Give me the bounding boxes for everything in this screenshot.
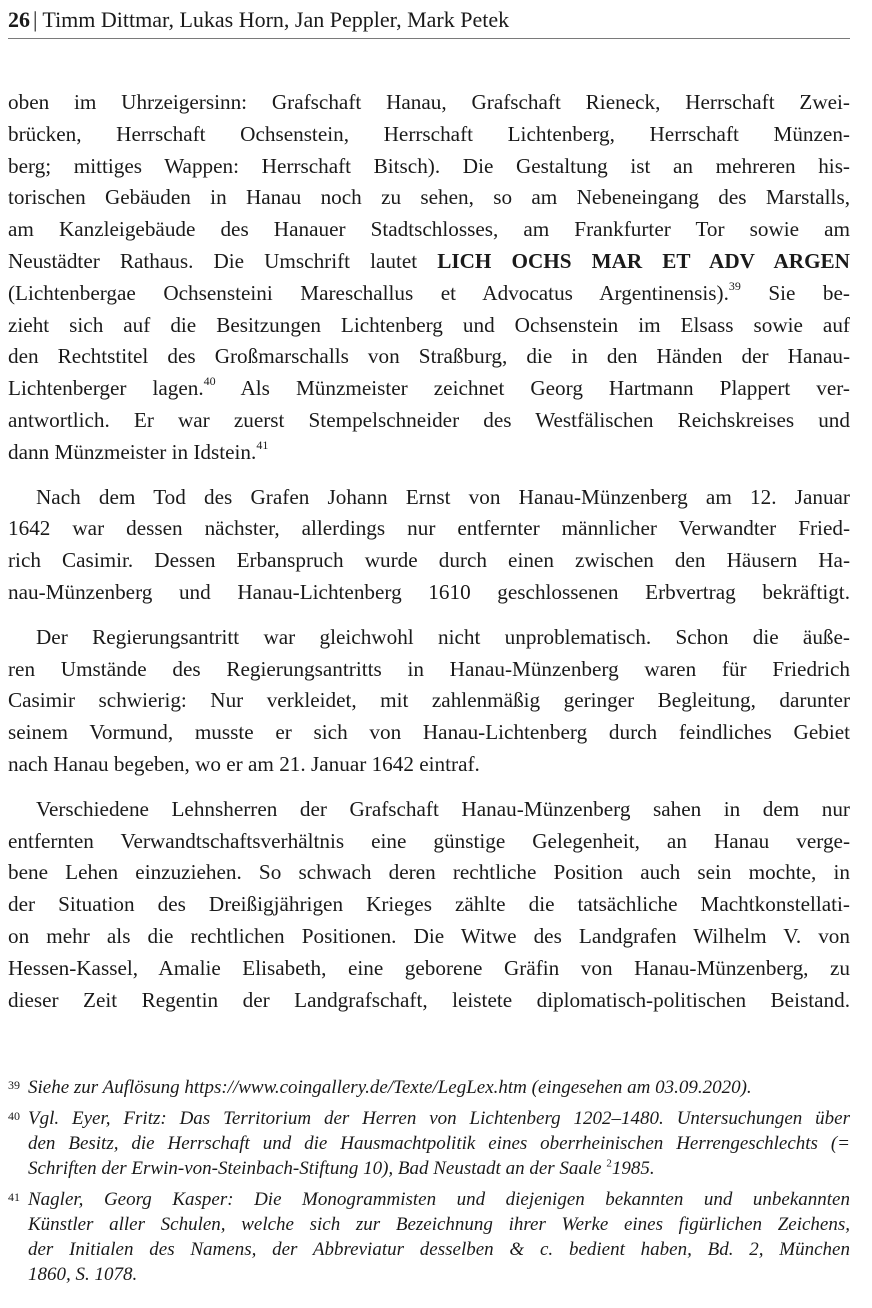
text-line: Casimir schwierig: Nur verkleidet, mit zahlenmäßig geringer Begleitung, darunter: [8, 688, 850, 713]
text-line: 1642 war dessen nächster, allerdings nur entfernter männlicher Verwandter Fried-: [8, 516, 850, 541]
footnote-41: [8, 1187, 850, 1287]
paragraph-4: [8, 794, 850, 1017]
text-line: der Situation des Dreißigjährigen Krieges zählte die tatsächliche Machtkonstellati-: [8, 892, 850, 917]
text-line: [8, 437, 850, 469]
footnote-line: 1860, S. 1078.: [28, 1264, 138, 1285]
text-line: Hessen-Kassel, Amalie Elisabeth, eine geborene Gräfin von Hanau-Münzenberg, zu: [8, 955, 850, 980]
text-run: Neustädter Rathaus. Die Umschrift lautet: [8, 248, 438, 273]
text-line: den Rechtstitel des Großmarschalls von Straßburg, die in den Händen der Hanau-: [8, 344, 850, 369]
text-line: nau-Münzenberg und Hanau-Lichtenberg 1610 geschlossenen Erbvertrag bekräftigt.: [8, 579, 850, 604]
text-line: Nach dem Tod des Grafen Johann Ernst von Hanau-Münzenberg am 12. Januar: [36, 484, 850, 509]
text-line: Verschiedene Lehnsherren der Grafschaft Hanau-Münzenberg sahen in dem nur: [36, 796, 850, 821]
footnote-line: Künstler aller Schulen, welche sich zur Bezeichnung ihrer Werke eines figürlichen Zeichens,: [28, 1214, 850, 1235]
footnote-line: Nagler, Georg Kasper: Die Monogrammisten und diejenigen bekannten und unbekannten: [28, 1189, 850, 1210]
text-line: nach Hanau begeben, wo er am 21. Januar 1642 eintraf.: [8, 751, 480, 776]
text-line: ren Umstände des Regierungsantritts in Hanau-Münzenberg waren für Friedrich: [8, 656, 850, 681]
footnote-text: [28, 1106, 850, 1181]
text-line: entfernten Verwandtschaftsverhältnis eine günstige Gelegenheit, an Hanau verge-: [8, 828, 850, 853]
footnote-number: 41: [8, 1190, 20, 1204]
text-line: am Kanzleigebäude des Hanauer Stadtschlosses, am Frankfurter Tor sowie am: [8, 217, 850, 242]
footnote-ref-41[interactable]: 41: [256, 437, 269, 452]
text-line: Der Regierungsantritt war gleichwohl nicht unproblematisch. Schon die äuße-: [36, 624, 850, 649]
footnote-number: 39: [8, 1078, 20, 1092]
footnote-line: den Besitz, die Herrschaft und die Hausmachtpolitik eines oberrheinischen Herrengeschlechts (=: [28, 1133, 850, 1154]
text-run: dann Münzmeister in Idstein.: [8, 439, 257, 464]
paragraph-3: [8, 622, 850, 781]
footnote-line: der Initialen des Namens, der Abbreviatur desselben & c. bedient haben, Bd. 2, München: [28, 1239, 850, 1260]
text-line: on mehr als die rechtlichen Positionen. Die Witwe des Landgrafen Wilhelm V. von: [8, 923, 850, 948]
footnote-ref-40[interactable]: 40: [203, 374, 216, 389]
text-line: seinem Vormund, musste er sich von Hanau-Lichtenberg durch feindliches Gebiet: [8, 720, 850, 745]
footnote-text: [28, 1187, 850, 1287]
text-run: Schriften der Erwin-von-Steinbach-Stiftung 10), Bad Neustadt an der Saale: [28, 1158, 607, 1179]
text-line: oben im Uhrzeigersinn: Grafschaft Hanau, Grafschaft Rieneck, Herrschaft Zwei-: [8, 90, 850, 114]
text-line: [8, 373, 850, 405]
running-header: [8, 6, 850, 39]
text-line: torischen Gebäuden in Hanau noch zu sehen, so am Nebeneingang des Marstalls,: [8, 185, 850, 210]
text-run: Sie be-: [740, 280, 850, 305]
paragraph-1: [8, 87, 850, 469]
footnote-line: Siehe zur Auflösung https://www.coingallery.de/Texte/LegLex.htm (eingesehen am 03.09.2020).: [28, 1077, 752, 1098]
footnote-number: 40: [8, 1109, 20, 1123]
text-run: (Lichtenbergae Ochsensteini Mareschallus et Advocatus Argentinensis).: [8, 280, 729, 305]
legend-inscription: LICH OCHS MAR ET ADV ARGEN: [437, 248, 850, 273]
footnote-ref-39[interactable]: 39: [728, 278, 741, 293]
text-line: zieht sich auf die Besitzungen Lichtenberg und Ochsenstein im Elsass sowie auf: [8, 312, 850, 337]
text-line: bene Lehen einzuziehen. So schwach deren rechtliche Position auch sein mochte, in: [8, 860, 850, 885]
text-line: rich Casimir. Dessen Erbanspruch wurde durch einen zwischen den Häusern Ha-: [8, 548, 850, 573]
main-text: [8, 87, 850, 1029]
footnote-line: [28, 1156, 850, 1181]
footnote-text: [28, 1075, 850, 1100]
page-number: 26: [8, 7, 30, 32]
text-line: dieser Zeit Regentin der Landgrafschaft, leistete diplomatisch-politischen Beistand.: [8, 987, 850, 1012]
header-authors: Timm Dittmar, Lukas Horn, Jan Peppler, Mark Petek: [42, 7, 510, 32]
text-line: brücken, Herrschaft Ochsenstein, Herrschaft Lichtenberg, Herrschaft Münzen-: [8, 121, 850, 146]
text-run: Als Münzmeister zeichnet Georg Hartmann Plappert ver-: [215, 376, 850, 401]
text-line: [8, 278, 850, 310]
text-line: berg; mittiges Wappen: Herrschaft Bitsch). Die Gestaltung ist an mehreren his-: [8, 153, 850, 178]
text-run: 1985.: [611, 1158, 655, 1179]
footnote-line: Vgl. Eyer, Fritz: Das Territorium der Herren von Lichtenberg 1202–1480. Untersuchungen über: [28, 1108, 850, 1129]
text-run: Lichtenberger lagen.: [8, 376, 204, 401]
text-line: antwortlich. Er war zuerst Stempelschneider des Westfälischen Reichskreises und: [8, 407, 850, 432]
paragraph-2: [8, 482, 850, 609]
footnotes: [8, 1075, 850, 1293]
text-line: [8, 246, 850, 278]
footnote-39: [8, 1075, 850, 1100]
edition-superscript: 2: [606, 1157, 612, 1170]
header-separator: |: [33, 7, 38, 32]
footnote-40: [8, 1106, 850, 1181]
